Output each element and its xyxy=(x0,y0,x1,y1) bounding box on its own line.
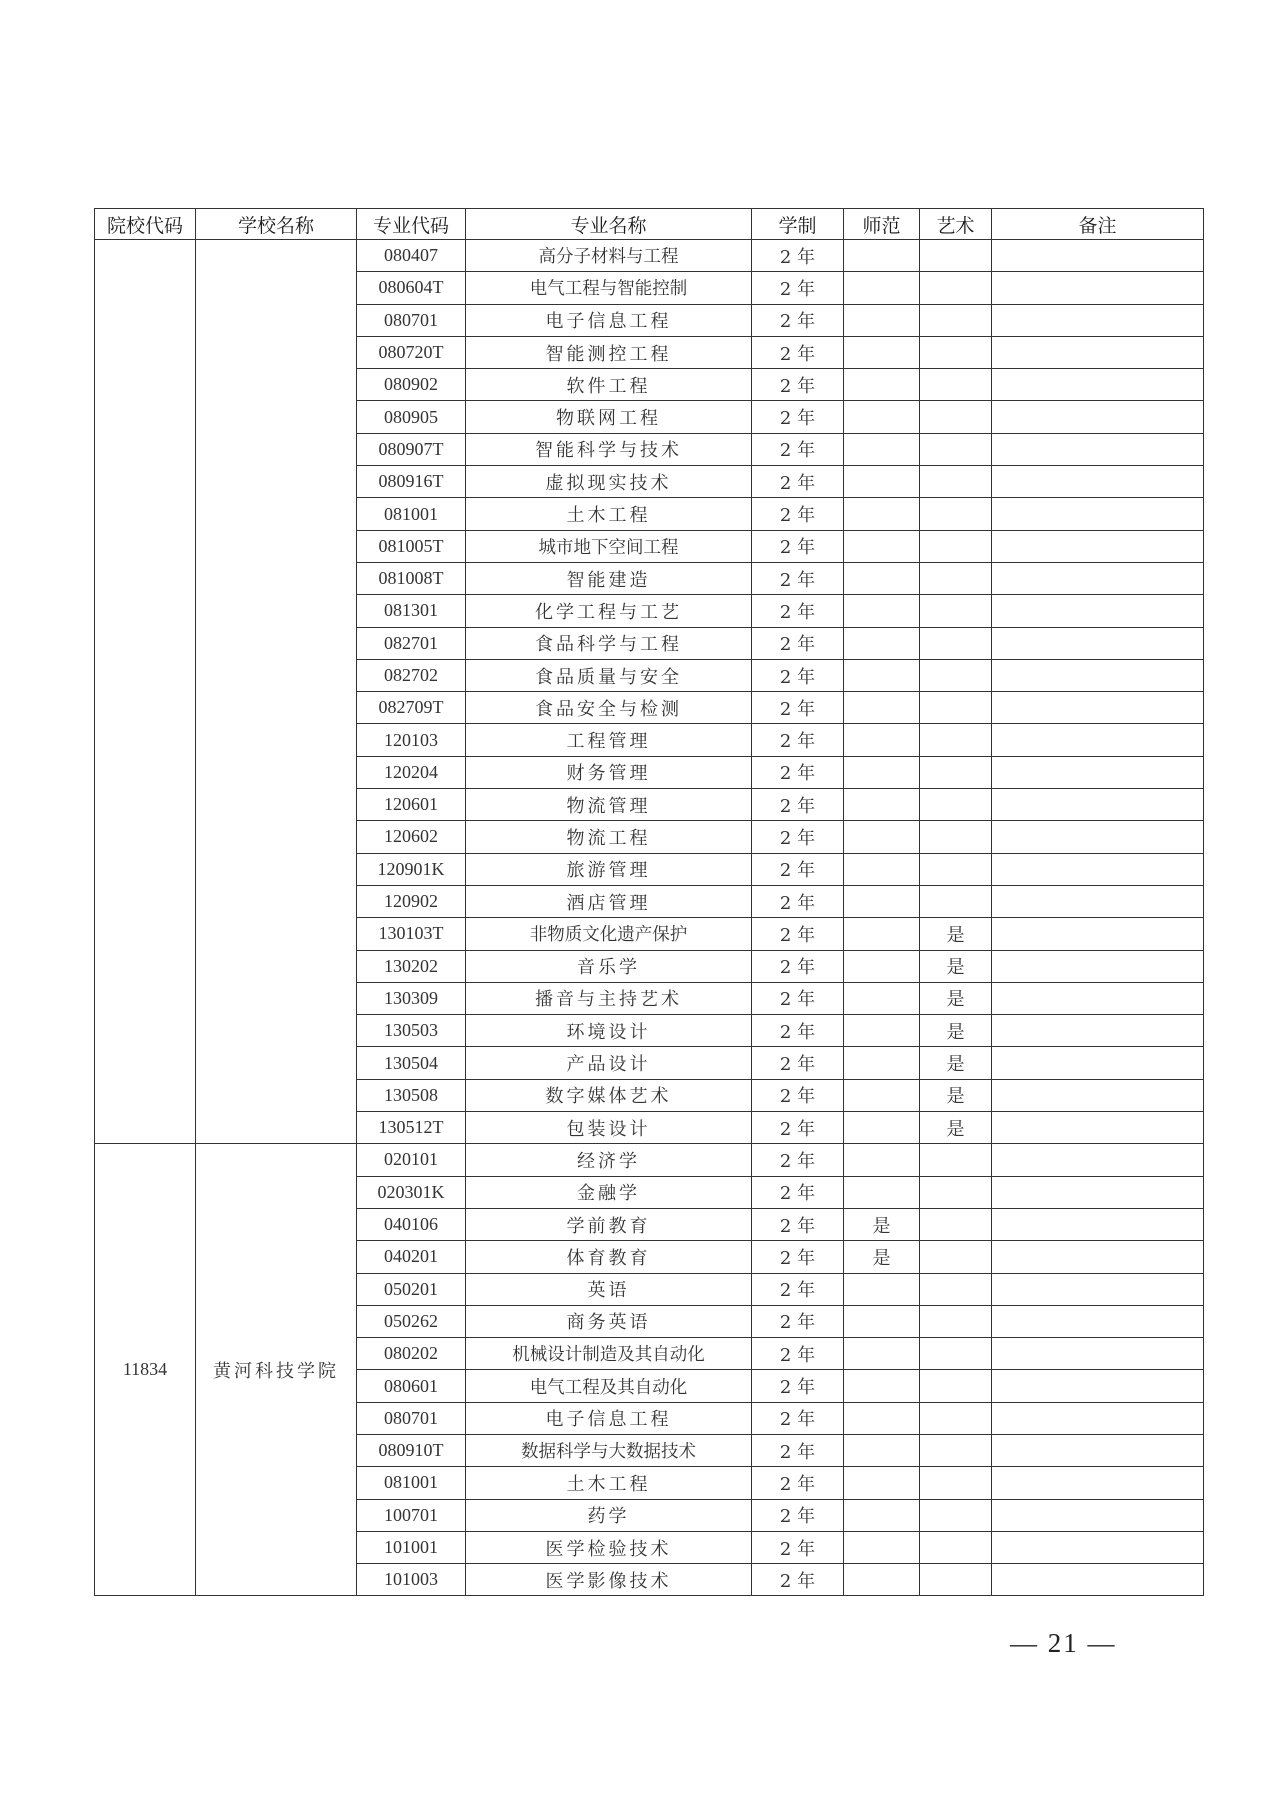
normal-flag-cell xyxy=(844,401,920,433)
art-flag-cell xyxy=(920,1273,992,1305)
major-name-cell: 非物质文化遗产保护 xyxy=(466,918,752,950)
duration-cell: 2 年 xyxy=(752,950,844,982)
duration-cell: 2 年 xyxy=(752,789,844,821)
remark-cell xyxy=(992,304,1204,336)
normal-flag-cell: 是 xyxy=(844,1208,920,1240)
major-name-cell: 智能测控工程 xyxy=(466,336,752,368)
normal-flag-cell xyxy=(844,498,920,530)
art-flag-cell: 是 xyxy=(920,1112,992,1144)
normal-flag-cell xyxy=(844,272,920,304)
remark-cell xyxy=(992,1208,1204,1240)
major-code-cell: 080407 xyxy=(357,240,466,272)
remark-cell xyxy=(992,853,1204,885)
remark-cell xyxy=(992,562,1204,594)
remark-cell xyxy=(992,369,1204,401)
major-code-cell: 130103T xyxy=(357,918,466,950)
duration-cell: 2 年 xyxy=(752,336,844,368)
normal-flag-cell xyxy=(844,756,920,788)
duration-cell: 2 年 xyxy=(752,853,844,885)
normal-flag-cell xyxy=(844,1176,920,1208)
normal-flag-cell xyxy=(844,466,920,498)
art-flag-cell xyxy=(920,240,992,272)
remark-cell xyxy=(992,1112,1204,1144)
major-name-cell: 音乐学 xyxy=(466,950,752,982)
art-flag-cell xyxy=(920,595,992,627)
normal-flag-cell xyxy=(844,1531,920,1563)
art-flag-cell: 是 xyxy=(920,950,992,982)
school-code-cell: 11834 xyxy=(95,1144,196,1596)
normal-flag-cell xyxy=(844,595,920,627)
major-name-cell: 医学影像技术 xyxy=(466,1564,752,1596)
major-code-cell: 080907T xyxy=(357,433,466,465)
remark-cell xyxy=(992,1273,1204,1305)
normal-flag-cell xyxy=(844,853,920,885)
art-flag-cell: 是 xyxy=(920,1047,992,1079)
remark-cell xyxy=(992,1015,1204,1047)
duration-cell: 2 年 xyxy=(752,918,844,950)
remark-cell xyxy=(992,1499,1204,1531)
normal-flag-cell xyxy=(844,1144,920,1176)
major-code-cell: 020301K xyxy=(357,1176,466,1208)
major-name-cell: 经济学 xyxy=(466,1144,752,1176)
normal-flag-cell xyxy=(844,240,920,272)
remark-cell xyxy=(992,1531,1204,1563)
remark-cell xyxy=(992,1305,1204,1337)
duration-cell: 2 年 xyxy=(752,627,844,659)
major-name-cell: 智能科学与技术 xyxy=(466,433,752,465)
major-code-cell: 130503 xyxy=(357,1015,466,1047)
major-name-cell: 土木工程 xyxy=(466,498,752,530)
remark-cell xyxy=(992,1241,1204,1273)
school-name-cell xyxy=(196,240,357,1144)
duration-cell: 2 年 xyxy=(752,1241,844,1273)
art-flag-cell xyxy=(920,1370,992,1402)
art-flag-cell xyxy=(920,724,992,756)
major-code-cell: 120602 xyxy=(357,821,466,853)
remark-cell xyxy=(992,530,1204,562)
art-flag-cell xyxy=(920,1208,992,1240)
major-code-cell: 080604T xyxy=(357,272,466,304)
major-code-cell: 080720T xyxy=(357,336,466,368)
art-flag-cell xyxy=(920,304,992,336)
major-name-cell: 金融学 xyxy=(466,1176,752,1208)
remark-cell xyxy=(992,466,1204,498)
remark-cell xyxy=(992,821,1204,853)
duration-cell: 2 年 xyxy=(752,1564,844,1596)
major-code-cell: 081301 xyxy=(357,595,466,627)
remark-cell xyxy=(992,240,1204,272)
duration-cell: 2 年 xyxy=(752,1176,844,1208)
duration-cell: 2 年 xyxy=(752,1434,844,1466)
remark-cell xyxy=(992,336,1204,368)
normal-flag-cell xyxy=(844,789,920,821)
normal-flag-cell xyxy=(844,627,920,659)
duration-cell: 2 年 xyxy=(752,1047,844,1079)
art-flag-cell xyxy=(920,1338,992,1370)
major-code-cell: 101003 xyxy=(357,1564,466,1596)
major-code-cell: 130202 xyxy=(357,950,466,982)
duration-cell: 2 年 xyxy=(752,1531,844,1563)
duration-cell: 2 年 xyxy=(752,1079,844,1111)
duration-cell: 2 年 xyxy=(752,401,844,433)
normal-flag-cell xyxy=(844,1370,920,1402)
major-name-cell: 学前教育 xyxy=(466,1208,752,1240)
art-flag-cell xyxy=(920,1241,992,1273)
major-code-cell: 130309 xyxy=(357,982,466,1014)
duration-cell: 2 年 xyxy=(752,304,844,336)
major-code-cell: 020101 xyxy=(357,1144,466,1176)
major-code-cell: 081005T xyxy=(357,530,466,562)
art-flag-cell xyxy=(920,466,992,498)
art-flag-cell xyxy=(920,562,992,594)
remark-cell xyxy=(992,659,1204,691)
major-code-cell: 080916T xyxy=(357,466,466,498)
duration-cell: 2 年 xyxy=(752,1402,844,1434)
art-flag-cell xyxy=(920,530,992,562)
major-code-cell: 100701 xyxy=(357,1499,466,1531)
normal-flag-cell xyxy=(844,1305,920,1337)
normal-flag-cell xyxy=(844,530,920,562)
art-flag-cell xyxy=(920,885,992,917)
major-code-cell: 130508 xyxy=(357,1079,466,1111)
major-name-cell: 机械设计制造及其自动化 xyxy=(466,1338,752,1370)
major-code-cell: 080601 xyxy=(357,1370,466,1402)
normal-flag-cell xyxy=(844,304,920,336)
normal-flag-cell xyxy=(844,1047,920,1079)
art-flag-cell xyxy=(920,692,992,724)
duration-cell: 2 年 xyxy=(752,659,844,691)
duration-cell: 2 年 xyxy=(752,498,844,530)
major-name-cell: 工程管理 xyxy=(466,724,752,756)
duration-cell: 2 年 xyxy=(752,1338,844,1370)
duration-cell: 2 年 xyxy=(752,1467,844,1499)
duration-cell: 2 年 xyxy=(752,272,844,304)
table-row xyxy=(95,1144,1204,1176)
major-code-cell: 120204 xyxy=(357,756,466,788)
normal-flag-cell xyxy=(844,692,920,724)
remark-cell xyxy=(992,1434,1204,1466)
major-code-cell: 130512T xyxy=(357,1112,466,1144)
major-code-cell: 080902 xyxy=(357,369,466,401)
remark-cell xyxy=(992,724,1204,756)
major-name-cell: 物联网工程 xyxy=(466,401,752,433)
major-name-cell: 电气工程及其自动化 xyxy=(466,1370,752,1402)
major-name-cell: 土木工程 xyxy=(466,1467,752,1499)
major-code-cell: 050262 xyxy=(357,1305,466,1337)
remark-cell xyxy=(992,1402,1204,1434)
remark-cell xyxy=(992,1370,1204,1402)
normal-flag-cell xyxy=(844,950,920,982)
duration-cell: 2 年 xyxy=(752,530,844,562)
major-name-cell: 物流工程 xyxy=(466,821,752,853)
art-flag-cell: 是 xyxy=(920,982,992,1014)
remark-cell xyxy=(992,595,1204,627)
major-name-cell: 食品安全与检测 xyxy=(466,692,752,724)
normal-flag-cell xyxy=(844,1112,920,1144)
normal-flag-cell xyxy=(844,433,920,465)
major-name-cell: 食品科学与工程 xyxy=(466,627,752,659)
art-flag-cell xyxy=(920,433,992,465)
duration-cell: 2 年 xyxy=(752,562,844,594)
art-flag-cell xyxy=(920,1402,992,1434)
art-flag-cell xyxy=(920,1434,992,1466)
major-name-cell: 商务英语 xyxy=(466,1305,752,1337)
remark-cell xyxy=(992,950,1204,982)
major-name-cell: 产品设计 xyxy=(466,1047,752,1079)
duration-cell: 2 年 xyxy=(752,1208,844,1240)
duration-cell: 2 年 xyxy=(752,595,844,627)
remark-cell xyxy=(992,789,1204,821)
art-flag-cell xyxy=(920,369,992,401)
major-code-cell: 080910T xyxy=(357,1434,466,1466)
major-name-cell: 软件工程 xyxy=(466,369,752,401)
normal-flag-cell xyxy=(844,336,920,368)
remark-cell xyxy=(992,1176,1204,1208)
major-code-cell: 082701 xyxy=(357,627,466,659)
duration-cell: 2 年 xyxy=(752,1370,844,1402)
normal-flag-cell xyxy=(844,1079,920,1111)
duration-cell: 2 年 xyxy=(752,240,844,272)
header-art: 艺术 xyxy=(920,209,992,240)
page-number: — 21 — xyxy=(1010,1628,1117,1658)
duration-cell: 2 年 xyxy=(752,756,844,788)
remark-cell xyxy=(992,1338,1204,1370)
major-code-cell: 101001 xyxy=(357,1531,466,1563)
remark-cell xyxy=(992,272,1204,304)
remark-cell xyxy=(992,498,1204,530)
major-name-cell: 酒店管理 xyxy=(466,885,752,917)
normal-flag-cell xyxy=(844,562,920,594)
major-name-cell: 电子信息工程 xyxy=(466,304,752,336)
remark-cell xyxy=(992,756,1204,788)
major-code-cell: 081001 xyxy=(357,1467,466,1499)
duration-cell: 2 年 xyxy=(752,1273,844,1305)
major-code-cell: 081008T xyxy=(357,562,466,594)
major-code-cell: 040106 xyxy=(357,1208,466,1240)
art-flag-cell: 是 xyxy=(920,1079,992,1111)
major-name-cell: 化学工程与工艺 xyxy=(466,595,752,627)
major-name-cell: 药学 xyxy=(466,1499,752,1531)
art-flag-cell xyxy=(920,1305,992,1337)
duration-cell: 2 年 xyxy=(752,1144,844,1176)
art-flag-cell xyxy=(920,1144,992,1176)
art-flag-cell xyxy=(920,821,992,853)
art-flag-cell xyxy=(920,853,992,885)
art-flag-cell: 是 xyxy=(920,918,992,950)
duration-cell: 2 年 xyxy=(752,1112,844,1144)
major-name-cell: 播音与主持艺术 xyxy=(466,982,752,1014)
duration-cell: 2 年 xyxy=(752,724,844,756)
major-code-cell: 080701 xyxy=(357,1402,466,1434)
normal-flag-cell xyxy=(844,1467,920,1499)
major-code-cell: 050201 xyxy=(357,1273,466,1305)
major-code-cell: 120901K xyxy=(357,853,466,885)
remark-cell xyxy=(992,1144,1204,1176)
art-flag-cell xyxy=(920,498,992,530)
art-flag-cell xyxy=(920,1176,992,1208)
duration-cell: 2 年 xyxy=(752,982,844,1014)
remark-cell xyxy=(992,433,1204,465)
duration-cell: 2 年 xyxy=(752,821,844,853)
remark-cell xyxy=(992,918,1204,950)
major-code-cell: 082709T xyxy=(357,692,466,724)
art-flag-cell: 是 xyxy=(920,1015,992,1047)
major-name-cell: 英语 xyxy=(466,1273,752,1305)
major-name-cell: 旅游管理 xyxy=(466,853,752,885)
normal-flag-cell xyxy=(844,918,920,950)
table-body xyxy=(95,240,1204,1596)
major-name-cell: 高分子材料与工程 xyxy=(466,240,752,272)
header-school-name: 学校名称 xyxy=(196,209,357,240)
normal-flag-cell: 是 xyxy=(844,1241,920,1273)
normal-flag-cell xyxy=(844,1273,920,1305)
major-name-cell: 环境设计 xyxy=(466,1015,752,1047)
duration-cell: 2 年 xyxy=(752,885,844,917)
remark-cell xyxy=(992,1467,1204,1499)
major-name-cell: 城市地下空间工程 xyxy=(466,530,752,562)
normal-flag-cell xyxy=(844,1015,920,1047)
major-name-cell: 包装设计 xyxy=(466,1112,752,1144)
art-flag-cell xyxy=(920,1499,992,1531)
major-code-cell: 120103 xyxy=(357,724,466,756)
art-flag-cell xyxy=(920,401,992,433)
major-code-cell: 080701 xyxy=(357,304,466,336)
header-normal: 师范 xyxy=(844,209,920,240)
major-name-cell: 财务管理 xyxy=(466,756,752,788)
major-code-cell: 082702 xyxy=(357,659,466,691)
art-flag-cell xyxy=(920,659,992,691)
major-name-cell: 电气工程与智能控制 xyxy=(466,272,752,304)
school-code-cell xyxy=(95,240,196,1144)
normal-flag-cell xyxy=(844,982,920,1014)
major-code-cell: 120601 xyxy=(357,789,466,821)
remark-cell xyxy=(992,1047,1204,1079)
art-flag-cell xyxy=(920,756,992,788)
duration-cell: 2 年 xyxy=(752,1305,844,1337)
school-name-cell: 黄河科技学院 xyxy=(196,1144,357,1596)
major-code-cell: 081001 xyxy=(357,498,466,530)
art-flag-cell xyxy=(920,789,992,821)
major-name-cell: 食品质量与安全 xyxy=(466,659,752,691)
normal-flag-cell xyxy=(844,885,920,917)
major-name-cell: 电子信息工程 xyxy=(466,1402,752,1434)
major-name-cell: 数字媒体艺术 xyxy=(466,1079,752,1111)
table-header-row xyxy=(95,209,1204,240)
art-flag-cell xyxy=(920,272,992,304)
table-row xyxy=(95,240,1204,272)
remark-cell xyxy=(992,1079,1204,1111)
major-name-cell: 虚拟现实技术 xyxy=(466,466,752,498)
header-major-name: 专业名称 xyxy=(466,209,752,240)
normal-flag-cell xyxy=(844,369,920,401)
normal-flag-cell xyxy=(844,1434,920,1466)
major-name-cell: 数据科学与大数据技术 xyxy=(466,1434,752,1466)
remark-cell xyxy=(992,982,1204,1014)
normal-flag-cell xyxy=(844,659,920,691)
remark-cell xyxy=(992,1564,1204,1596)
remark-cell xyxy=(992,885,1204,917)
normal-flag-cell xyxy=(844,1402,920,1434)
normal-flag-cell xyxy=(844,821,920,853)
normal-flag-cell xyxy=(844,1499,920,1531)
art-flag-cell xyxy=(920,1564,992,1596)
normal-flag-cell xyxy=(844,1564,920,1596)
major-code-cell: 080905 xyxy=(357,401,466,433)
header-major-code: 专业代码 xyxy=(357,209,466,240)
duration-cell: 2 年 xyxy=(752,433,844,465)
duration-cell: 2 年 xyxy=(752,1015,844,1047)
major-name-cell: 物流管理 xyxy=(466,789,752,821)
remark-cell xyxy=(992,627,1204,659)
major-name-cell: 医学检验技术 xyxy=(466,1531,752,1563)
remark-cell xyxy=(992,692,1204,724)
art-flag-cell xyxy=(920,1467,992,1499)
duration-cell: 2 年 xyxy=(752,369,844,401)
major-name-cell: 智能建造 xyxy=(466,562,752,594)
major-name-cell: 体育教育 xyxy=(466,1241,752,1273)
art-flag-cell xyxy=(920,627,992,659)
duration-cell: 2 年 xyxy=(752,466,844,498)
art-flag-cell xyxy=(920,1531,992,1563)
major-code-cell: 040201 xyxy=(357,1241,466,1273)
normal-flag-cell xyxy=(844,1338,920,1370)
normal-flag-cell xyxy=(844,724,920,756)
header-remark: 备注 xyxy=(992,209,1204,240)
majors-table xyxy=(94,208,1204,1596)
art-flag-cell xyxy=(920,336,992,368)
duration-cell: 2 年 xyxy=(752,692,844,724)
duration-cell: 2 年 xyxy=(752,1499,844,1531)
major-code-cell: 080202 xyxy=(357,1338,466,1370)
header-duration: 学制 xyxy=(752,209,844,240)
major-code-cell: 120902 xyxy=(357,885,466,917)
header-school-code: 院校代码 xyxy=(95,209,196,240)
major-code-cell: 130504 xyxy=(357,1047,466,1079)
remark-cell xyxy=(992,401,1204,433)
